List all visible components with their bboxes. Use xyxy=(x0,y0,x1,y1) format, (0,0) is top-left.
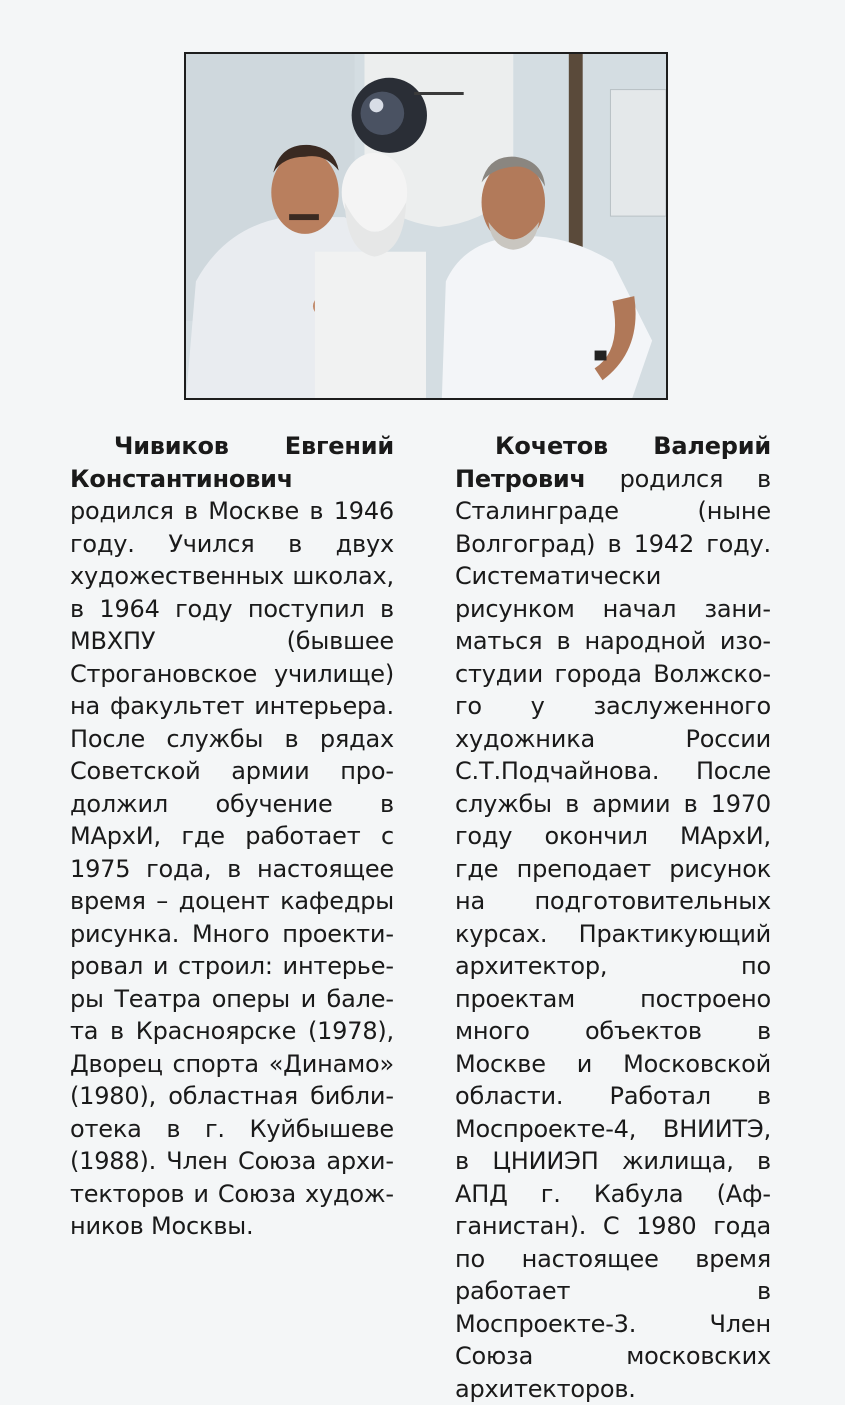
bio-name: Кочетов Валерий Петрович xyxy=(455,432,771,493)
bio-text: родился в Сталинграде (ныне Волгоград) в 1942 году. Систематически рисунком начал заниматься в народной изостудии города Волжского у заслуженного художника России С.Т.Подчайнова. После службы в армии в 1970 году окончил МАрхИ, где преподает рисунок на подготовительных курсах. Практикующий архитектор, по проектам построено много объектов в Москве и Московской области. Работал в Моспроекте-4, ВНИИТЭ, в ЦНИИЭП жилища, в АПД г. Кабула (Афганистан). С 1980 года по настоящее время работает в Моспроекте-3. Член Союза московских архитекторов. xyxy=(455,464,771,1403)
bio-paragraph xyxy=(455,430,771,1405)
bio-paragraph xyxy=(70,430,394,1243)
bio-name: Чивиков Евгений Константинович xyxy=(70,432,394,493)
bio-chivikov xyxy=(70,430,394,1243)
bio-text: родился в Москве в 1946 году. Учился в двух художественных школах, в 1964 году поступил в МВХПУ (бывшее Строгановское училище) на факультет интерьера. После службы в рядах Советской армии продолжил обучение в МАрхИ, где работает с 1975 года, в настоящее время – доцент кафедры рисунка. Много проектировал и строил: интерьеры Театра оперы и балета в Красноярске (1978), Дворец спорта «Динамо» (1980), областная библиотека в г. Куйбышеве (1988). Член Союза архитекторов и Союза художников Москвы. xyxy=(70,497,394,1240)
bio-kochetov xyxy=(455,430,771,1405)
portrait-photo xyxy=(184,52,668,400)
photo-two-men-with-bust-icon xyxy=(186,54,666,398)
